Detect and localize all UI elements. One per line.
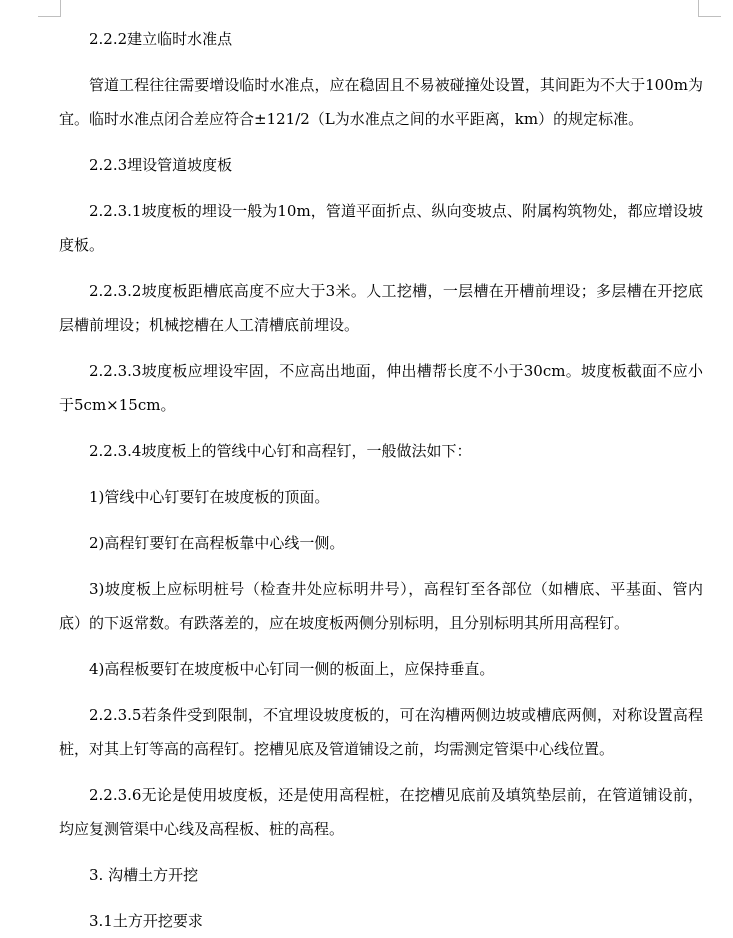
paragraph-2-2-3-5: 2.2.3.5若条件受到限制，不宜埋设坡度板的，可在沟槽两侧边坡或槽底两侧，对称设置高程桩，对其上钉等高的高程钉。挖槽见底及管道铺设之前，均需测定管渠中心线位置。 — [59, 706, 703, 758]
paragraph-2-2-3-6: 2.2.3.6无论是使用坡度板，还是使用高程桩，在挖槽见底前及填筑垫层前，在管道铺设前，均应复测管渠中心线及高程板、桩的高程。 — [59, 786, 703, 838]
paragraph-2-2-3-4: 2.2.3.4坡度板上的管线中心钉和高程钉，一般做法如下： — [89, 442, 472, 460]
paragraph-2-2-3-2: 2.2.3.2坡度板距槽底高度不应大于3米。人工挖槽，一层槽在开槽前埋设；多层槽在开挖底层槽前埋设；机械挖槽在人工清槽底前埋设。 — [59, 282, 703, 334]
page-corner-mark-left — [38, 0, 61, 17]
heading-3-1: 3.1土方开挖要求 — [89, 912, 203, 930]
paragraph-2-2-3-3: 2.2.3.3坡度板应埋设牢固，不应高出地面，伸出槽帮长度不小于30cm。坡度板截面不应小于5cm×15cm。 — [59, 362, 703, 414]
list-item-1: 1)管线中心钉要钉在坡度板的顶面。 — [89, 488, 330, 506]
paragraph-benchmark: 管道工程往往需要增设临时水准点，应在稳固且不易被碰撞处设置，其间距为不大于100m为宜。临时水准点闭合差应符合±121/2（L为水准点之间的水平距离，km）的规定标准。 — [59, 76, 703, 128]
list-item-3: 3)坡度板上应标明桩号（检查井处应标明井号），高程钉至各部位（如槽底、平基面、管内底）的下返常数。有跌落差的，应在坡度板两侧分别标明，且分别标明其所用高程钉。 — [59, 580, 703, 632]
heading-2-2-3: 2.2.3埋设管道坡度板 — [89, 156, 233, 174]
list-item-2: 2)高程钉要钉在高程板靠中心线一侧。 — [89, 534, 345, 552]
heading-3: 3. 沟槽土方开挖 — [89, 866, 199, 884]
document-body — [59, 22, 703, 938]
paragraph-2-2-3-1: 2.2.3.1坡度板的埋设一般为10m，管道平面折点、纵向变坡点、附属构筑物处，都应增设坡度板。 — [59, 202, 703, 254]
list-item-4: 4)高程板要钉在坡度板中心钉同一侧的板面上，应保持垂直。 — [89, 660, 495, 678]
heading-2-2-2: 2.2.2建立临时水准点 — [89, 30, 233, 48]
page-corner-mark-right — [698, 0, 721, 17]
